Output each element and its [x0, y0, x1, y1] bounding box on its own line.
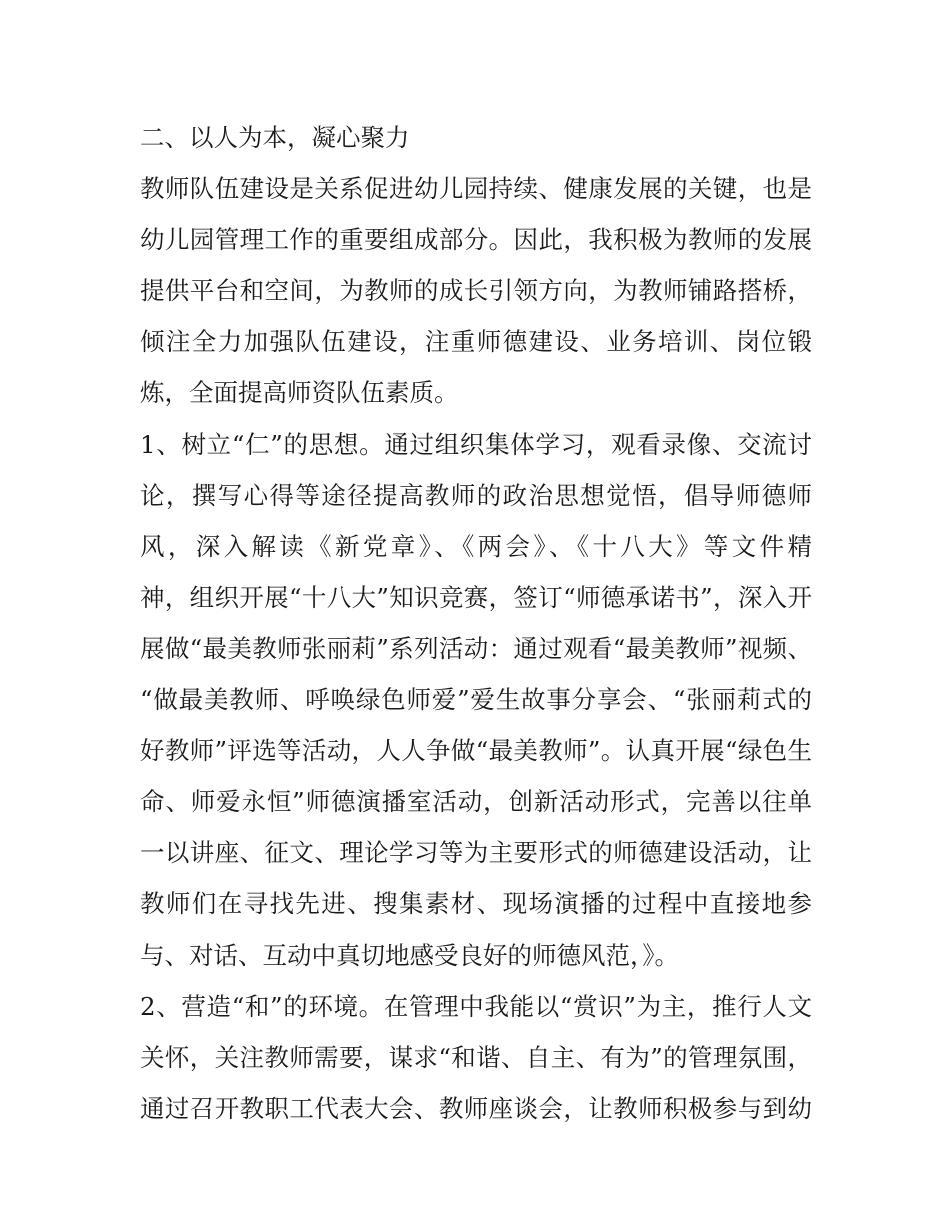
- text-line: 1、树立“仁”的思想。通过组织集体学习，观看录像、交流讨: [140, 429, 812, 459]
- text-line: 倾注全力加强队伍建设，注重师德建设、业务培训、岗位锻: [140, 327, 812, 357]
- text-line: “做最美教师、呼唤绿色师爱”爱生故事分享会、“张丽莉式的: [140, 685, 812, 715]
- text-line: 提供平台和空间，为教师的成长引领方向，为教师铺路搭桥，: [140, 276, 812, 306]
- text-line: 教师们在寻找先进、搜集素材、现场演播的过程中直接地参: [140, 889, 812, 919]
- document-body: [140, 112, 812, 1134]
- text-line: 关怀，关注教师需要，谋求“和谐、自主、有为”的管理氛围，: [140, 1042, 812, 1072]
- text-line: 好教师”评选等活动，人人争做“最美教师”。认真开展“绿色生: [140, 736, 812, 766]
- text-line: 命、师爱永恒”师德演播室活动，创新活动形式，完善以往单: [140, 787, 812, 817]
- text-line: 2、营造“和”的环境。在管理中我能以“赏识”为主，推行人文: [140, 991, 812, 1021]
- text-line: 展做“最美教师张丽莉”系列活动：通过观看“最美教师”视频、: [140, 633, 812, 663]
- text-line: 教师队伍建设是关系促进幼儿园持续、健康发展的关键，也是: [140, 174, 812, 204]
- text-line: 与、对话、互动中真切地感受良好的师德风范，》。: [140, 940, 679, 970]
- text-line: 炼，全面提高师资队伍素质。: [140, 378, 459, 408]
- text-line: 神，组织开展“十八大”知识竞赛，签订“师德承诺书”，深入开: [140, 582, 812, 612]
- text-line: 论，撰写心得等途径提高教师的政治思想觉悟，倡导师德师: [140, 480, 812, 510]
- text-line: 一以讲座、征文、理论学习等为主要形式的师德建设活动，让: [140, 838, 812, 868]
- text-line: 通过召开教职工代表大会、教师座谈会，让教师积极参与到幼: [140, 1093, 812, 1123]
- text-line: 风，深入解读《新党章》、《两会》、《十八大》等文件精: [140, 531, 812, 561]
- text-line: 幼儿园管理工作的重要组成部分。因此，我积极为教师的发展: [140, 225, 812, 255]
- section-heading: 二、以人为本，凝心聚力: [140, 123, 410, 152]
